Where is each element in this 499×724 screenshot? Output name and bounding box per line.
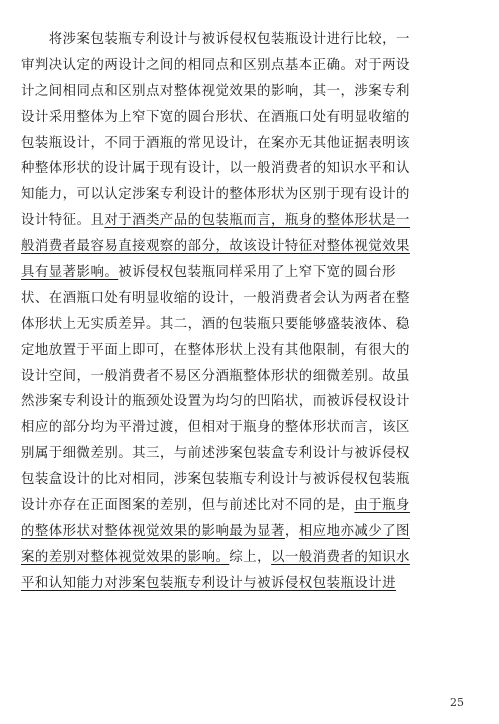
text-line: [21, 79, 461, 105]
page-number: 25: [450, 696, 464, 709]
text-segment: 包装盒设计的比对相同，涉案包装瓶专利设计与被诉侵权包装瓶: [21, 472, 410, 488]
text-line: [21, 286, 461, 312]
text-segment: 种整体形状的设计属于现有设计，以一般消费者的知识水平和认: [21, 161, 410, 177]
text-line: [21, 53, 461, 79]
text-segment: 状、在酒瓶口处有明显收缩的设计，一般消费者会认为两者在整: [21, 290, 410, 306]
text-segment: 被诉侵权包装瓶同样采用了上窄下宽的圆台形: [118, 265, 397, 281]
text-line: [21, 27, 461, 53]
underlined-text-segment: 平和认知能力对涉案包装瓶专利设计与被诉侵权包装瓶设计进: [21, 575, 397, 591]
underlined-text-segment: 案的差别对整体视觉效果的影响。: [21, 549, 230, 565]
underlined-text-segment: 般消费者最容易直接观察的部分，故该设计特征对整体视觉效果: [21, 239, 410, 255]
text-segment: 包装瓶设计，不同于酒瓶的常见设计，在案亦无其他证据表明该: [21, 135, 410, 151]
text-line: [21, 234, 461, 260]
text-line: [21, 260, 461, 286]
underlined-text-segment: 以一般消费者的知识水: [271, 549, 410, 565]
text-segment: 设计亦存在正面图案的差别，但与前述比对不同的是，: [21, 498, 355, 514]
text-line: [21, 312, 461, 338]
text-segment: 设计采用整体为上窄下宽的圆台形状、在酒瓶口处有明显收缩的: [21, 109, 410, 125]
text-segment: ，: [284, 523, 299, 539]
text-line: [21, 131, 461, 157]
text-segment: 别属于细微差别。其三，与前述涉案包装盒专利设计与被诉侵权: [21, 446, 410, 462]
text-line: [21, 441, 461, 467]
text-line: [21, 364, 461, 390]
body-text: [21, 27, 461, 597]
text-line: [21, 493, 461, 519]
text-segment: 设计特征。且: [21, 213, 105, 229]
underlined-text-segment: 具有显著影响。: [21, 265, 119, 281]
text-segment: 体形状上无实质差异。其二，酒的包装瓶只要能够盛装液体、稳: [21, 316, 410, 332]
text-line: [21, 467, 461, 493]
text-segment: 审判决认定的两设计之间的相同点和区别点基本正确。对于两设: [21, 57, 410, 73]
text-segment: 将涉案包装瓶专利设计与被诉侵权包装瓶设计进行比较，一: [21, 32, 410, 47]
text-segment: 设计空间，一般消费者不易区分酒瓶整体形状的细微差别。故虽: [21, 368, 410, 384]
text-segment: 综上，: [229, 549, 272, 565]
text-line: [21, 571, 461, 597]
text-segment: 然涉案专利设计的瓶颈处设置为均匀的凹陷状，而被诉侵权设计: [21, 394, 410, 410]
text-segment: 定地放置于平面上即可，在整体形状上没有其他限制，有很大的: [21, 342, 410, 358]
text-segment: 相应的部分均为平滑过渡，但相对于瓶身的整体形状而言，该区: [21, 420, 410, 436]
underlined-text-segment: 对于酒类产品的包装瓶而言，瓶身的整体形状是一: [104, 213, 410, 229]
text-line: [21, 545, 461, 571]
text-segment: 知能力，可以认定涉案专利设计的整体形状为区别于现有设计的: [21, 187, 410, 203]
underlined-text-segment: 的整体形状对整体视觉效果的影响最为显著: [21, 523, 285, 539]
underlined-text-segment: 由于瓶身: [354, 498, 410, 514]
text-line: [21, 105, 461, 131]
text-line: [21, 182, 461, 208]
text-line: [21, 338, 461, 364]
text-line: [21, 208, 461, 234]
text-line: [21, 519, 461, 545]
text-line: [21, 389, 461, 415]
text-line: [21, 415, 461, 441]
text-line: [21, 156, 461, 182]
text-segment: 计之间相同点和区别点对整体视觉效果的影响，其一，涉案专利: [21, 83, 410, 99]
underlined-text-segment: 相应地亦减少了图: [298, 523, 410, 539]
